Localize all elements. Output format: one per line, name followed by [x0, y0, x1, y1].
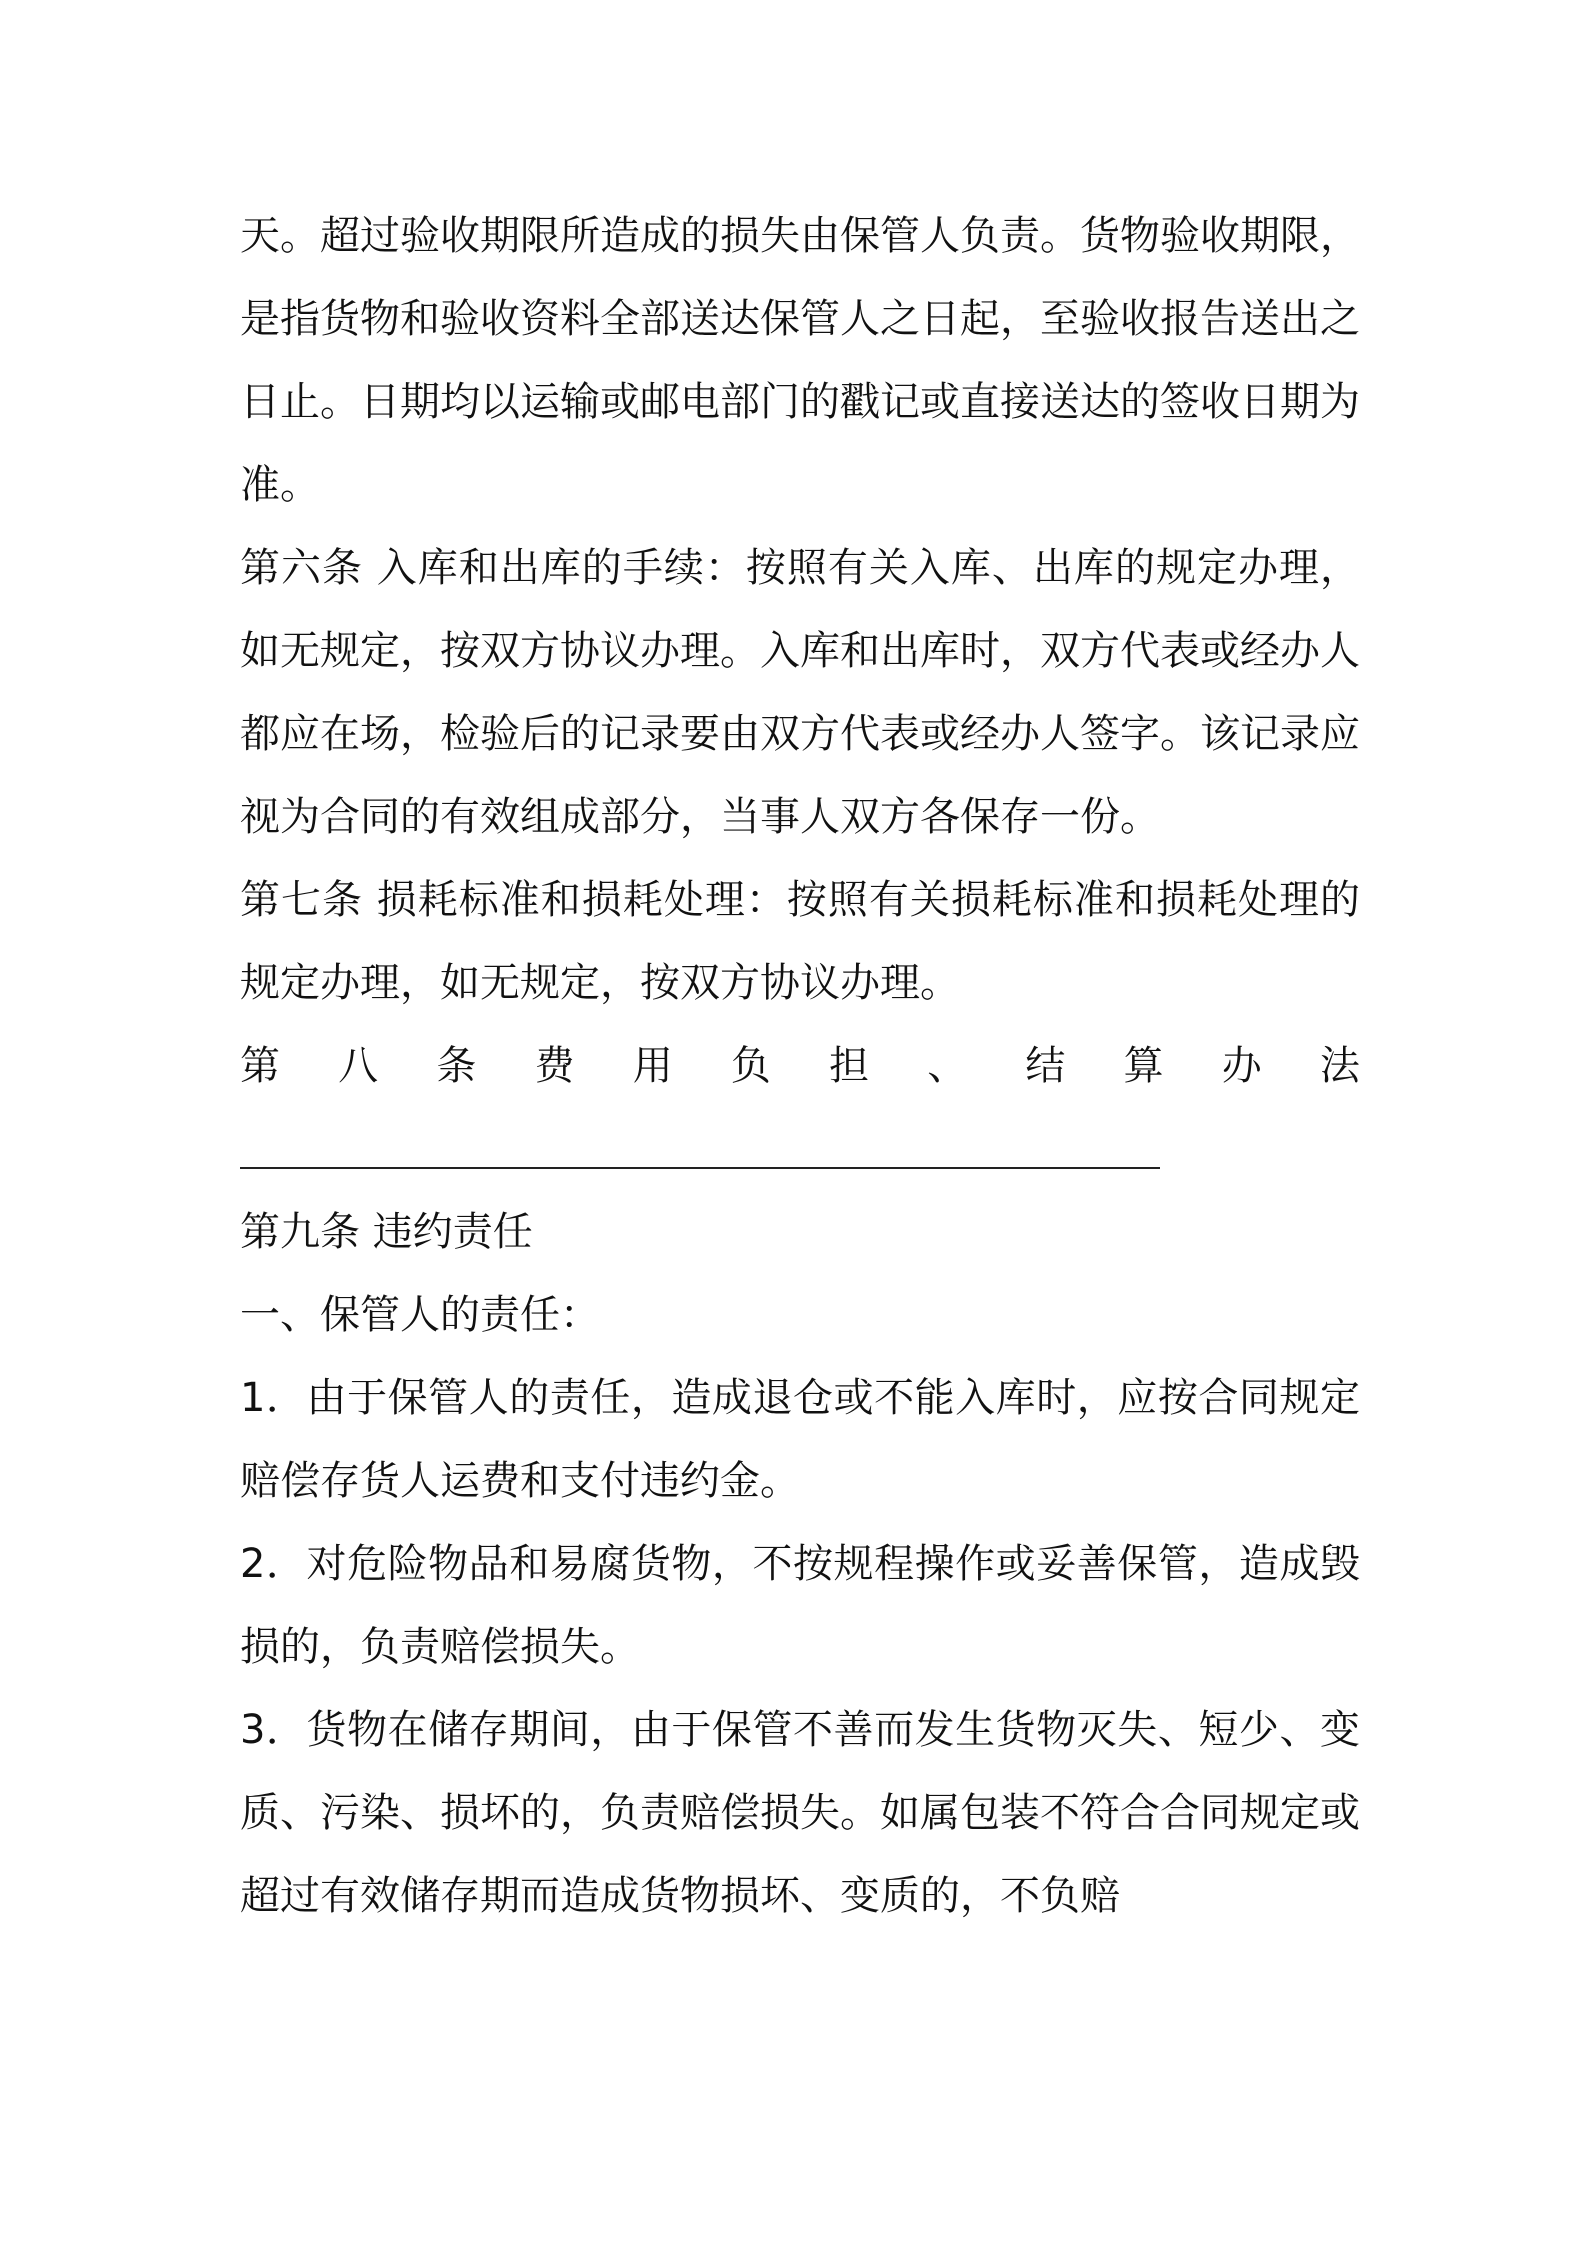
paragraph-acceptance-period: 天。超过验收期限所造成的损失由保管人负责。货物验收期限，是指货物和验收资料全部送达保管人之日起，至验收报告送出之日止。日期均以运输或邮电部门的戳记或直接送达的签收日期为准。 [240, 213, 1360, 508]
section-1-heading: 一、保管人的责任： [240, 1292, 600, 1338]
article-8-char: 法 [1319, 1043, 1360, 1089]
article-8-char: 用 [632, 1043, 673, 1089]
article-8-char: 、 [927, 1043, 968, 1089]
article-8-char: 担 [829, 1043, 870, 1089]
article-8-char: 算 [1123, 1043, 1164, 1089]
article-8-char: 条 [436, 1043, 477, 1089]
article-9-heading: 第九条 违约责任 [240, 1209, 533, 1255]
fill-in-blank-line [240, 1108, 1360, 1191]
document-body [240, 195, 1360, 1938]
article-6-paragraph: 第六条 入库和出库的手续：按照有关入库、出库的规定办理，如无规定，按双方协议办理。入库和出库时，双方代表或经办人都应在场，检验后的记录要由双方代表或经办人签字。该记录应视为合同的有效组成部分，当事人双方各保存一份。 [240, 545, 1360, 840]
article-8-char: 结 [1025, 1043, 1066, 1089]
list-item: 1．由于保管人的责任，造成退仓或不能入库时，应按合同规定赔偿存货人运费和支付违约金。 [240, 1375, 1360, 1504]
article-8-char: 费 [534, 1043, 575, 1089]
article-8-char: 八 [338, 1043, 379, 1089]
article-7-paragraph: 第七条 损耗标准和损耗处理：按照有关损耗标准和损耗处理的规定办理，如无规定，按双方协议办理。 [240, 877, 1360, 1006]
list-item: 3．货物在储存期间，由于保管不善而发生货物灭失、短少、变质、污染、损坏的，负责赔偿损失。如属包装不符合合同规定或超过有效储存期而造成货物损坏、变质的，不负赔 [240, 1707, 1360, 1919]
article-8-heading [240, 1025, 1360, 1108]
article-8-char: 第 [240, 1043, 280, 1089]
list-item: 2．对危险物品和易腐货物，不按规程操作或妥善保管，造成毁损的，负责赔偿损失。 [240, 1541, 1360, 1670]
article-8-char: 负 [730, 1043, 771, 1089]
underline-rule [240, 1167, 1160, 1169]
article-8-char: 办 [1221, 1043, 1262, 1089]
